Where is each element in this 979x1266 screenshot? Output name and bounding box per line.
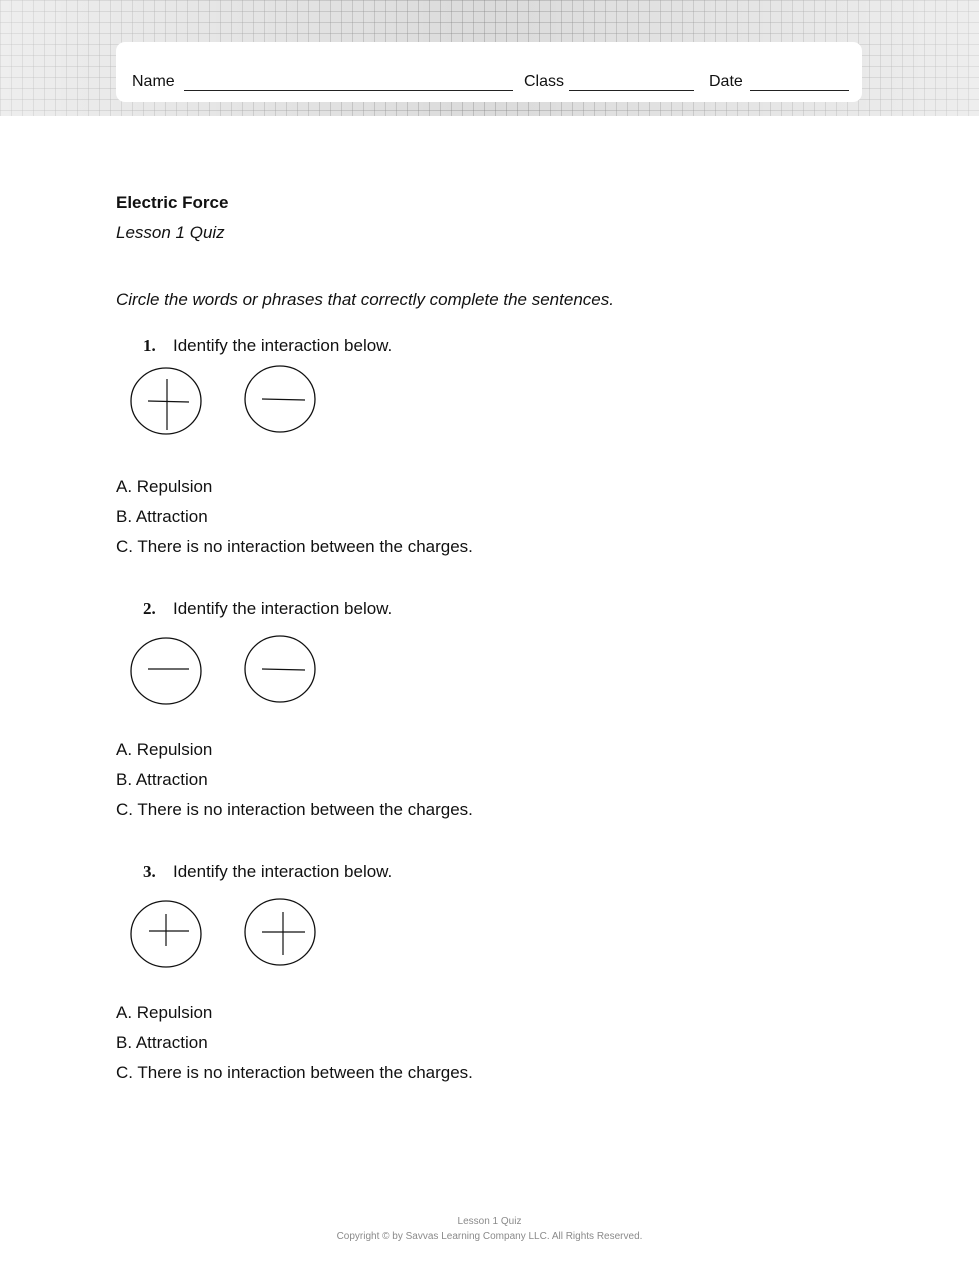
footer-lesson: Lesson 1 Quiz <box>457 1216 522 1227</box>
class-label: Class <box>524 73 565 90</box>
negative-charge-icon <box>245 636 315 702</box>
class-field[interactable] <box>569 90 694 91</box>
footer-copyright: Copyright © by Savvas Learning Company LLC. All Rights Reserved. <box>336 1231 643 1242</box>
question-1-option-a[interactable]: A. Repulsion <box>116 477 213 496</box>
question-number: 1. <box>143 336 156 355</box>
negative-charge-icon <box>245 366 315 432</box>
question-3-option-a[interactable]: A. Repulsion <box>116 1003 213 1022</box>
question-3-option-c[interactable]: C. There is no interaction between the charges. <box>116 1063 473 1082</box>
question-1-option-b[interactable]: B. Attraction <box>116 507 208 526</box>
name-field[interactable] <box>184 90 513 91</box>
question-number: 2. <box>143 599 156 618</box>
charge-diagram <box>128 364 328 444</box>
worksheet-title: Electric Force <box>116 193 229 212</box>
positive-charge-icon <box>245 899 315 965</box>
charge-diagram <box>128 627 328 707</box>
instructions: Circle the words or phrases that correctly complete the sentences. <box>116 290 614 309</box>
question-1-option-c[interactable]: C. There is no interaction between the charges. <box>116 537 473 556</box>
question-3-option-b[interactable]: B. Attraction <box>116 1033 208 1052</box>
student-info-bar <box>116 42 862 102</box>
name-label: Name <box>132 73 175 90</box>
question-text: Identify the interaction below. <box>173 599 393 618</box>
positive-charge-icon <box>131 901 201 967</box>
question-text: Identify the interaction below. <box>173 862 393 881</box>
worksheet-subtitle: Lesson 1 Quiz <box>116 223 225 242</box>
date-field[interactable] <box>750 90 849 91</box>
question-text: Identify the interaction below. <box>173 336 393 355</box>
positive-charge-icon <box>131 368 201 434</box>
charge-diagram <box>128 890 328 970</box>
negative-charge-icon <box>131 638 201 704</box>
question-2-option-c[interactable]: C. There is no interaction between the charges. <box>116 800 473 819</box>
question-number: 3. <box>143 862 156 881</box>
question-2-option-a[interactable]: A. Repulsion <box>116 740 213 759</box>
question-2-option-b[interactable]: B. Attraction <box>116 770 208 789</box>
date-label: Date <box>709 73 743 90</box>
